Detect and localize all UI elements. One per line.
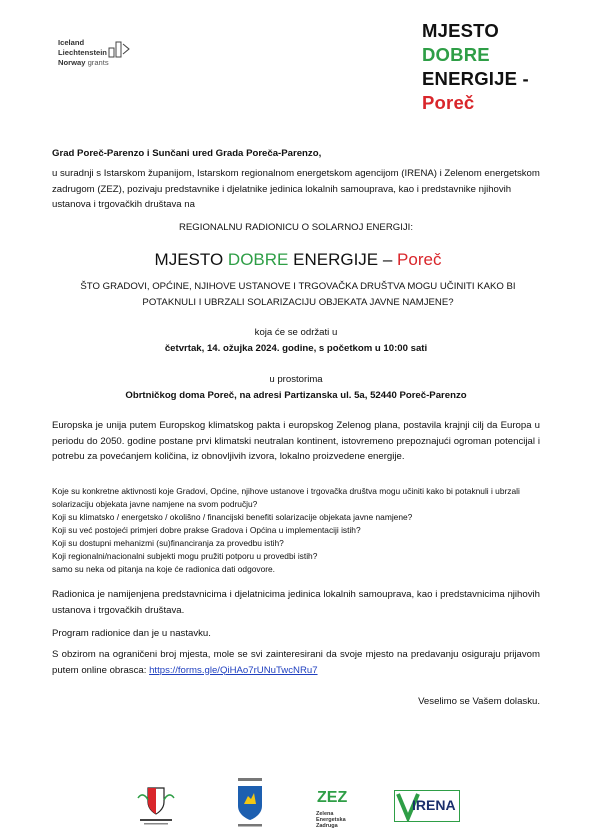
istria-county-logo [232,778,268,833]
zez-text: Zelena Energetska Zadruga [316,811,346,829]
question-closing: samo su neka od pitanja na koje će radionica dati odgovore. [52,564,276,574]
brand-line-2: DOBRE [422,44,490,65]
brand-line-1: MJESTO [422,20,499,41]
greeting: Grad Poreč-Parenzo i Sunčani ured Grada Poreča-Parenzo, [52,148,322,159]
event-date: četvrtak, 14. ožujka 2024. godine, s početkom u 10:00 sati [164,343,428,354]
held-intro: koja će se održati u [254,327,338,338]
zez-icon [316,786,350,806]
audience-paragraph: Radionica je namijenjena predstavnicima i djelatnicima jedinica lokalnih samouprava, kao i predstavnicima njihovih ustanova i trgovačkih društava. [52,589,540,616]
irena-icon [394,790,460,822]
eea-grants-icon [108,40,130,58]
eea-line-norway-grants: Norway grants [58,58,109,67]
venue-intro: u prostorima [269,374,323,385]
zez-logo [316,786,350,829]
workshop-title: MJESTO DOBRE ENERGIJE – Poreč [154,250,442,269]
event-brand-logo [422,19,529,115]
porec-coat-of-arms-logo [132,784,180,831]
registration-paragraph: S obzirom na ograničeni broj mjesta, mole se svi zainteresirani da svoje mjesto na predavanju osiguraju prijavom putem online obrasca: https://forms.gle/QiHAo7rUNuTwcNRu7 [52,649,540,676]
questions-list [52,485,540,576]
workshop-subtitle: REGIONALNU RADIONICU O SOLARNOJ ENERGIJI: [178,222,414,233]
question-item: Koji su već postojeći primjeri dobre prakse Gradova i Općina u implementaciji istih? [52,525,361,535]
eea-line-iceland: Iceland [58,38,85,47]
workshop-question-title: ŠTO GRADOVI, OPĆINE, NJIHOVE USTANOVE I TRGOVAČKA DRUŠTVA MOGU UČINITI KAKO BI POTAKNULI I UBRZALI SOLARIZACIJU OBJEKATA JAVNE NAMJENE? [80,281,516,308]
eea-norway-grants-logo [58,38,138,82]
eea-line-liechtenstein: Liechtenstein [58,48,107,57]
program-note: Program radionice dan je u nastavku. [52,628,211,639]
question-item: Koji su klimatsko / energetsko / okolišno / financijski benefiti solarizacije objekata javne namjene? [52,512,413,522]
svg-text:IRENA: IRENA [412,797,456,813]
question-item: Koji su dostupni mehanizmi (su)financiranja za provedbu istih? [52,538,284,548]
brand-line-4: Poreč [422,92,475,113]
event-venue: Obrtničkog doma Poreč, na adresi Partizanska ul. 5a, 52440 Poreč-Parenzo [125,390,467,401]
irena-logo [394,790,460,827]
intro-paragraph: u suradnji s Istarskom županijom, Istarskom regionalnom energetskom agencijom (IRENA) i Zelenom energetskom zadrugom (ZEZ), pozivaju predstavnike i djelatnike jedinica lokalnih samouprava, kao i predstavnike njihovih ustanova i trgovačkih društava na [52,168,540,210]
porec-crest-icon [132,784,180,826]
svg-text:ZEZ: ZEZ [317,789,348,806]
eu-paragraph: Europska je unija putem Europskog klimatskog pakta i europskog Zelenog plana, postavila krajnji cilj da Europa u periodu do 2050. godine postane prvi klimatski neutralan kontinent, istovremeno prepoznajući ogroman potencijal i potrebu za povećanjem količina, iz obnovljivih izvora, lokalno proizvedene energije. [52,420,540,462]
registration-form-link[interactable]: https://forms.gle/QiHAo7rUNuTwcNRu7 [149,664,318,676]
question-item: Koji regionalni/nacionalni subjekti mogu pružiti potporu u provedbi istih? [52,551,318,561]
closing-line: Veselimo se Vašem dolasku. [418,696,540,707]
brand-line-3: ENERGIJE - [422,68,529,89]
istria-goat-icon [232,778,268,828]
question-item: Koje su konkretne aktivnosti koje Gradovi, Općine, njihove ustanove i trgovačka društva mogu učiniti kako bi potaknuli i ubrzali solarizaciju objekata javne namjene na svom području? [52,486,520,509]
